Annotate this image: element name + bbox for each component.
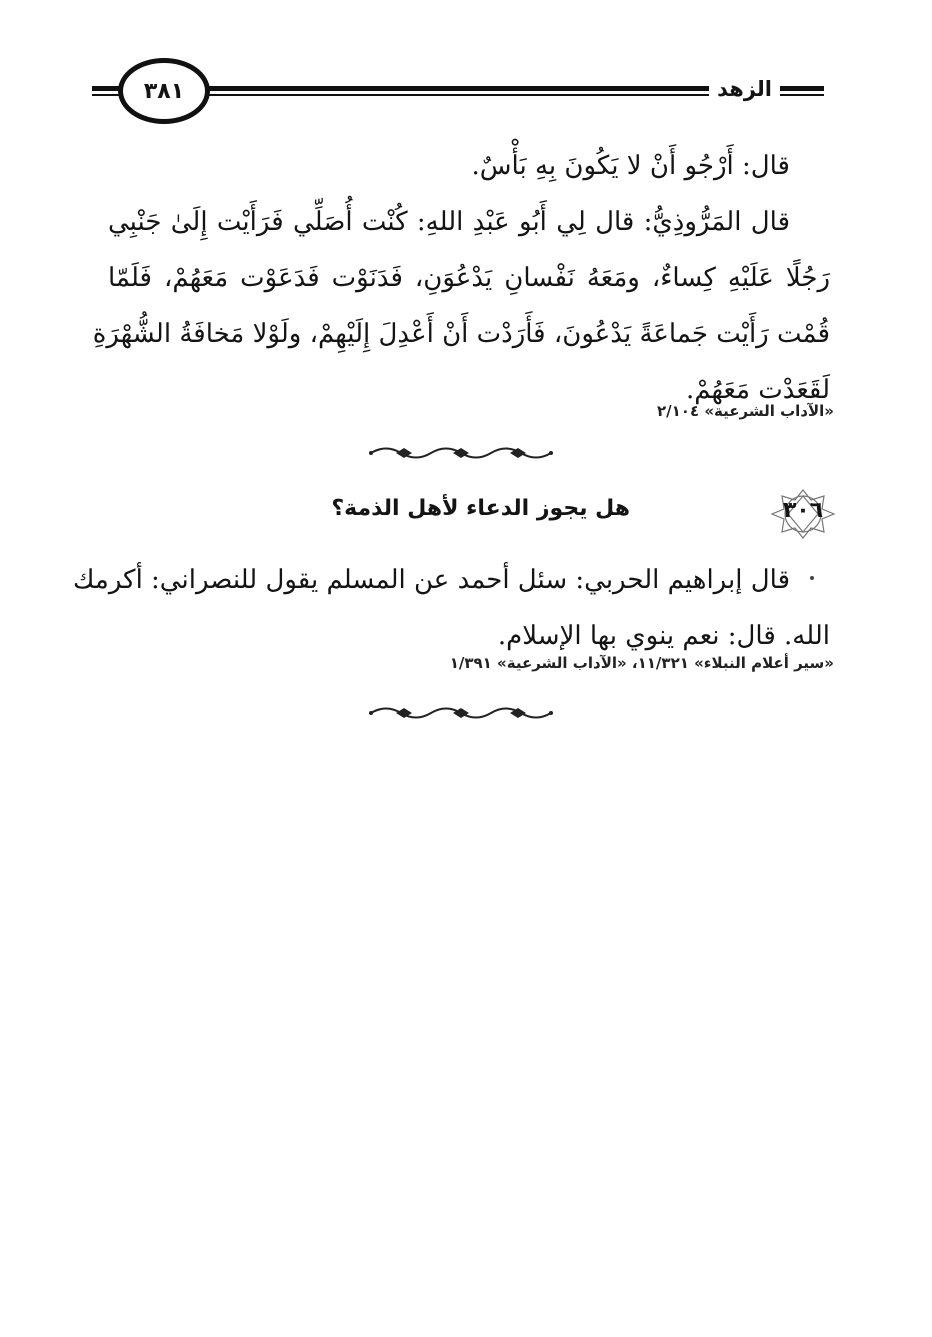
running-title: الزهد — [709, 74, 780, 104]
text-line: قال إبراهيم الحربي: سئل أحمد عن المسلم يقول للنصراني: أكرمك — [73, 565, 790, 595]
section-number-badge — [766, 488, 840, 540]
page-number: ٣٨١ — [143, 78, 185, 104]
ornament-divider — [366, 702, 556, 724]
source-reference: «سير أعلام النبلاء» ١١/٣٢١، «الآداب الشرعية» ١/٣٩١ — [449, 654, 834, 672]
ornament-divider — [366, 442, 556, 464]
section-title: هل يجوز الدعاء لأهل الذمة؟ — [331, 496, 630, 521]
page-number-ring — [118, 58, 210, 124]
section-1-text — [92, 138, 830, 418]
section-number: ٣٠٦ — [782, 498, 824, 523]
section-2-text — [73, 552, 830, 664]
source-reference: «الآداب الشرعية» ٢/١٠٤ — [657, 402, 834, 420]
section-heading — [140, 488, 840, 540]
text-line: رَجُلًا عَلَيْهِ كِساءٌ، ومَعَهُ نَفْسانِ يَدْعُوَنِ، فَدَنَوْت فَدَعَوْت مَعَهُمْ، فَلَمّا — [108, 263, 830, 293]
page-header — [92, 60, 824, 128]
text-line: قال: أَرْجُو أَنْ لا يَكُونَ بِهِ بَأْسٌ. — [471, 151, 790, 181]
text-line: قال المَرُّوذِيُّ: قال لِي أَبُو عَبْدِ اللهِ: كُنْت أُصَلِّي فَرَأَيْت إِلَىٰ جَنْبِي — [108, 207, 790, 237]
text-line: الله. قال: نعم ينوي بها الإسلام. — [497, 621, 830, 651]
text-line: قُمْت رَأَيْت جَماعَةً يَدْعُونَ، فَأَرَدْت أَنْ أَعْدِلَ إِلَيْهِمْ، ولَوْلا مَخافَةُ الشُّهْرَةِ — [92, 319, 830, 349]
text-line: لَقَعَدْت مَعَهُمْ. — [685, 375, 830, 405]
